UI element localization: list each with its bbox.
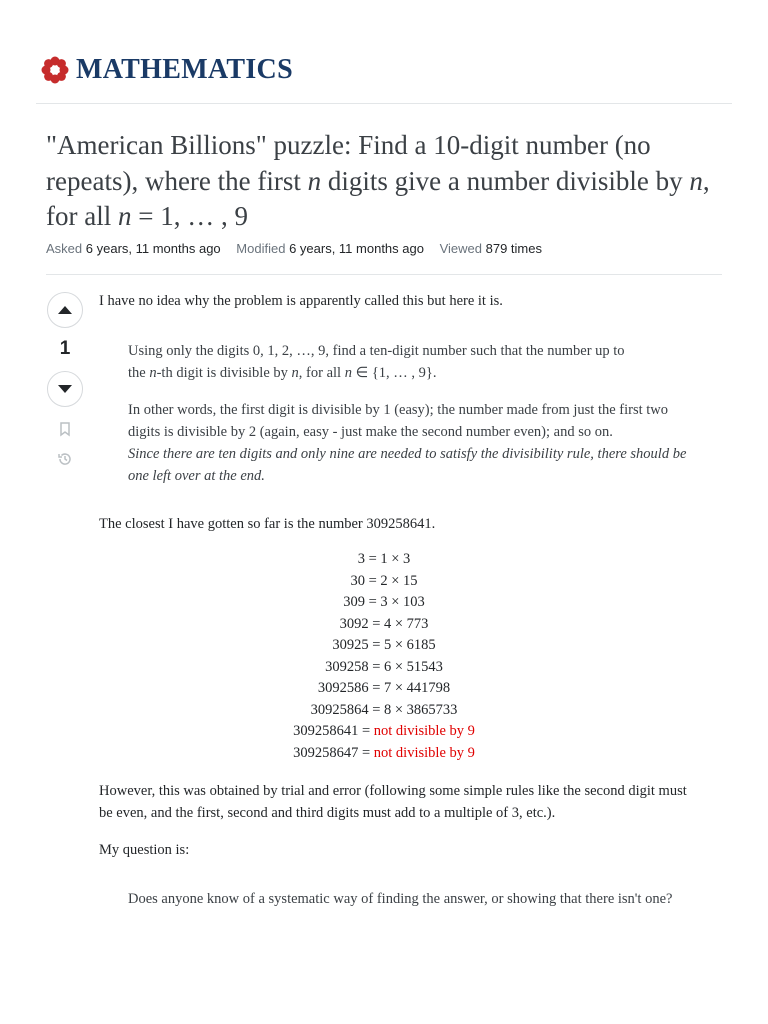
equation-line: 3092 = 4 × 773 — [339, 615, 429, 632]
logo-text: MATHEMATICS — [76, 54, 293, 85]
intro-text: I have no idea why the problem is apparently called this but here it is. — [99, 293, 503, 309]
final-quote: Does anyone know of a systematic way of finding the answer, or showing that there isn't one? — [128, 891, 673, 907]
bookmark-icon[interactable] — [57, 421, 73, 437]
asked-value[interactable]: 6 years, 11 months ago — [85, 241, 221, 256]
down-arrow-icon — [58, 385, 72, 393]
equation-line: 30925864 = 8 × 3865733 — [310, 701, 458, 718]
question-title[interactable]: "American Billions" puzzle: Find a 10-digit number (no repeats), where the first n digits give a number divisible by n, for all n = 1, … , 9 — [46, 130, 710, 231]
modified-label: Modified — [236, 241, 286, 256]
equation-line: 309258647 = not divisible by 9 — [293, 744, 475, 761]
equation-line: 309 = 3 × 103 — [343, 594, 425, 610]
upvote-button[interactable] — [47, 292, 83, 328]
quote-explanation: In other words, the first digit is divisible by 1 (easy); the number made from just the first two digits is divisible by 2 (again, easy - just make the second number even); and so on. Since there are ten digits and only nine are needed to satisfy the divisibility rule, there should be one left over at the end. — [128, 402, 687, 484]
flower-logo-icon — [40, 55, 70, 85]
modified-value[interactable]: 6 years, 11 months ago — [289, 241, 424, 256]
quote-rule-line2: the n-th digit is divisible by n, for all n ∈ {1, … , 9}. — [128, 365, 437, 381]
viewed-value: 879 times — [485, 241, 542, 256]
equations-block — [0, 549, 768, 764]
my-question-text: My question is: — [99, 842, 190, 858]
equation-line: 30925 = 5 × 6185 — [332, 637, 436, 653]
site-header — [36, 0, 732, 104]
equation-line: 309258641 = not divisible by 9 — [293, 723, 475, 739]
downvote-button[interactable] — [47, 371, 83, 407]
site-logo[interactable] — [40, 54, 293, 86]
up-arrow-icon — [58, 306, 72, 314]
closest-text: The closest I have gotten so far is the number 309258641. — [99, 516, 436, 532]
asked-label: Asked — [46, 241, 83, 256]
equation-line: 3 = 1 × 3 — [357, 551, 411, 567]
viewed-label: Viewed — [439, 241, 482, 256]
history-icon[interactable] — [57, 451, 73, 467]
question-meta — [46, 241, 554, 256]
divider — [46, 274, 722, 275]
equation-line: 309258 = 6 × 51543 — [325, 658, 443, 675]
vote-score: 1 — [59, 338, 71, 359]
however-text: However, this was obtained by trial and error (following some simple rules like the second digit must be even, and the first, second and third digits must add to a multiple of 3, etc.). — [99, 783, 687, 821]
equation-line: 3092586 = 7 × 441798 — [317, 680, 451, 696]
equation-line: 30 = 2 × 15 — [350, 572, 418, 589]
quote-rule-line1: Using only the digits 0, 1, 2, …, 9, find a ten-digit number such that the number up to — [128, 343, 625, 359]
